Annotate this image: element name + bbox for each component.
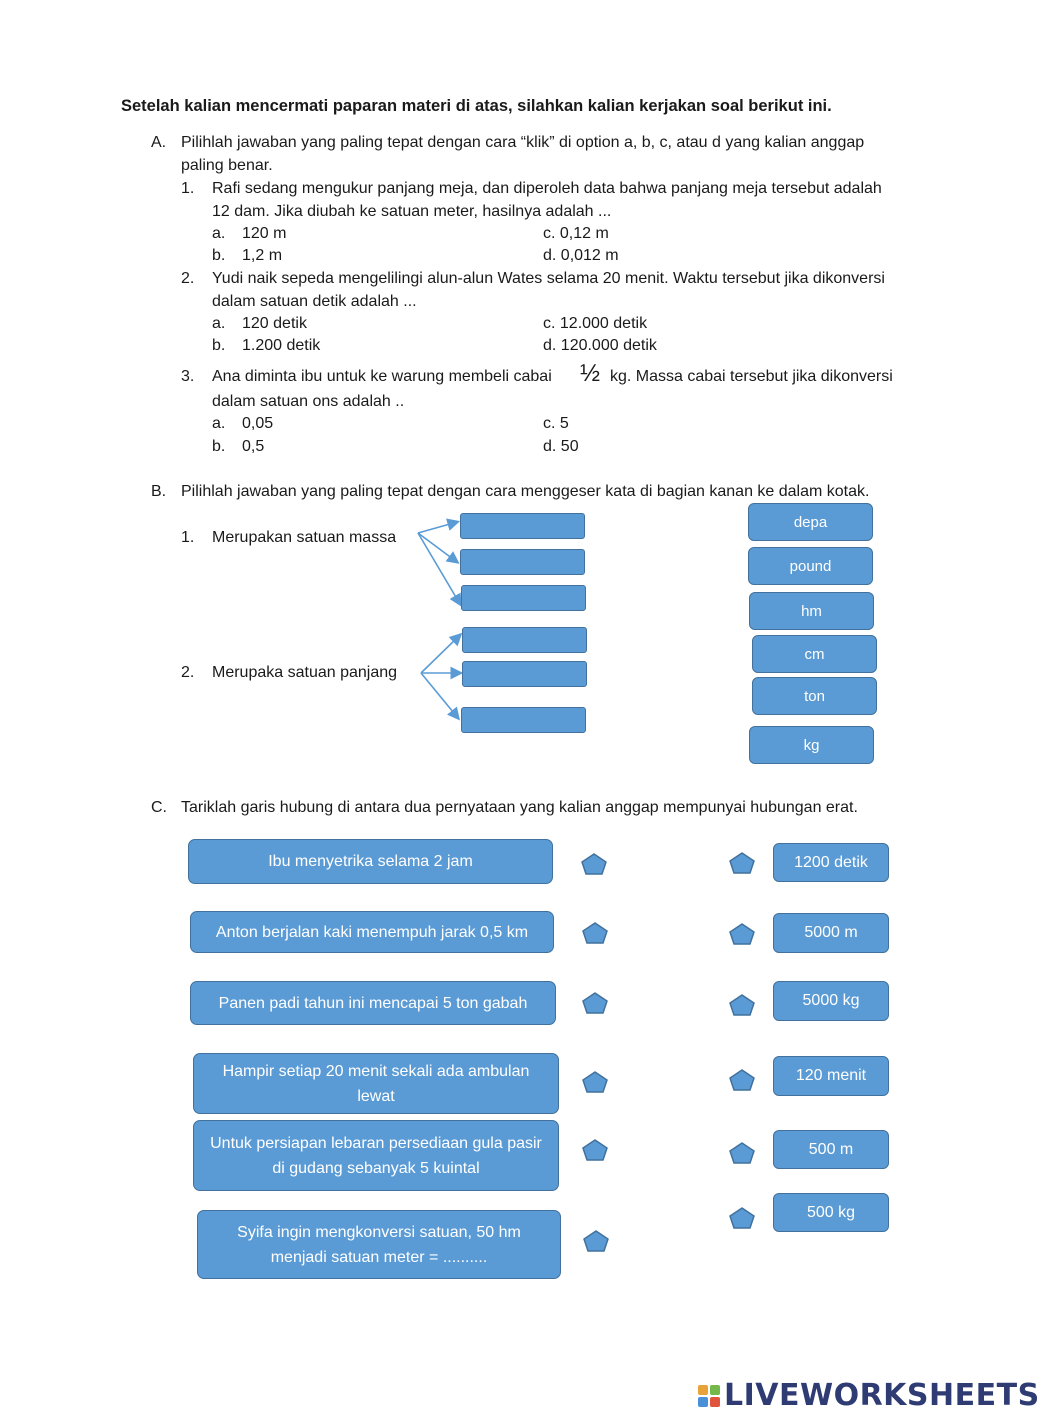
- connector-point-right[interactable]: [729, 1069, 755, 1091]
- drop-box-length-3[interactable]: [461, 707, 586, 733]
- answer-card[interactable]: 120 menit: [773, 1056, 889, 1096]
- logo-icon-block: [698, 1385, 708, 1395]
- fraction-half: ½: [580, 360, 601, 387]
- option-c[interactable]: c. 5: [543, 415, 569, 432]
- option-b[interactable]: 1.200 detik: [242, 337, 321, 354]
- intro-title: Setelah kalian mencermati paparan materi di atas, silahkan kalian kerjakan soal berikut ini.: [121, 97, 832, 115]
- option-b-label: b.: [212, 438, 226, 455]
- question-text: Ana diminta ibu untuk ke warung membeli cabai: [212, 368, 552, 385]
- word-option-hm[interactable]: hm: [749, 592, 874, 630]
- connector-point-left[interactable]: [582, 1139, 608, 1161]
- option-b[interactable]: 1,2 m: [242, 247, 283, 264]
- logo-icon-block: [698, 1397, 708, 1407]
- question-text-cont: dalam satuan detik adalah ...: [212, 293, 417, 310]
- question-text-cont: dalam satuan ons adalah ..: [212, 393, 405, 410]
- question-text: Rafi sedang mengukur panjang meja, dan diperoleh data bahwa panjang meja tersebut adalah: [212, 180, 882, 197]
- arrow-line: [418, 533, 457, 562]
- question-text: Yudi naik sepeda mengelilingi alun-alun Wates selama 20 menit. Waktu tersebut jika dikonversi: [212, 270, 885, 287]
- statement-card[interactable]: Ibu menyetrika selama 2 jam: [188, 839, 553, 884]
- drop-box-mass-2[interactable]: [460, 549, 585, 575]
- option-a-label: a.: [212, 225, 226, 242]
- word-option-kg[interactable]: kg: [749, 726, 874, 764]
- logo-icon: [698, 1385, 720, 1407]
- statement-card[interactable]: Anton berjalan kaki menempuh jarak 0,5 km: [190, 911, 554, 953]
- item-text: Merupaka satuan panjang: [212, 664, 398, 681]
- connector-point-right[interactable]: [729, 923, 755, 945]
- arrow-line: [421, 635, 460, 673]
- option-b-label: b.: [212, 337, 226, 354]
- option-b-label: b.: [212, 247, 226, 264]
- connector-point-right[interactable]: [729, 1142, 755, 1164]
- arrow-line: [421, 673, 458, 718]
- word-option-ton[interactable]: ton: [752, 677, 877, 715]
- option-a[interactable]: 120 m: [242, 225, 287, 242]
- option-a[interactable]: 120 detik: [242, 315, 307, 332]
- logo-text: LIVEWORKSHEETS: [724, 1378, 1040, 1413]
- item-text: Merupakan satuan massa: [212, 529, 397, 546]
- section-c-instruction: Tariklah garis hubung di antara dua pernyataan yang kalian anggap mempunyai hubungan erat.: [181, 799, 858, 816]
- option-a-label: a.: [212, 415, 226, 432]
- connector-point-right[interactable]: [729, 994, 755, 1016]
- connector-point-left[interactable]: [582, 1071, 608, 1093]
- item-number: 1.: [181, 529, 195, 546]
- connector-point-left[interactable]: [581, 853, 607, 875]
- connector-point-left[interactable]: [583, 1230, 609, 1252]
- statement-card[interactable]: Hampir setiap 20 menit sekali ada ambulan lewat: [193, 1053, 559, 1114]
- word-option-cm[interactable]: cm: [752, 635, 877, 673]
- connector-point-left[interactable]: [582, 992, 608, 1014]
- option-d[interactable]: d. 120.000 detik: [543, 337, 657, 354]
- answer-card[interactable]: 5000 kg: [773, 981, 889, 1021]
- connector-point-left[interactable]: [582, 922, 608, 944]
- connector-point-right[interactable]: [729, 852, 755, 874]
- section-a-instruction-cont: paling benar.: [181, 157, 273, 174]
- option-a-label: a.: [212, 315, 226, 332]
- statement-card[interactable]: Syifa ingin mengkonversi satuan, 50 hm menjadi satuan meter = ..........: [197, 1210, 561, 1279]
- section-b-instruction: Pilihlah jawaban yang paling tepat dengan cara menggeser kata di bagian kanan ke dalam kotak.: [181, 483, 870, 500]
- word-option-depa[interactable]: depa: [748, 503, 873, 541]
- section-a-instruction: Pilihlah jawaban yang paling tepat dengan cara “klik” di option a, b, c, atau d yang kalian anggap: [181, 134, 865, 151]
- statement-card[interactable]: Untuk persiapan lebaran persediaan gula pasir di gudang sebanyak 5 kuintal: [193, 1120, 559, 1191]
- answer-card[interactable]: 1200 detik: [773, 843, 889, 882]
- answer-card[interactable]: 500 kg: [773, 1193, 889, 1232]
- liveworksheets-logo: [698, 1378, 1040, 1413]
- section-a-letter: A.: [151, 134, 167, 151]
- drop-box-mass-1[interactable]: [460, 513, 585, 539]
- word-option-pound[interactable]: pound: [748, 547, 873, 585]
- question-number: 1.: [181, 180, 195, 197]
- question-number: 2.: [181, 270, 195, 287]
- option-d[interactable]: d. 0,012 m: [543, 247, 619, 264]
- section-b-letter: B.: [151, 483, 167, 500]
- answer-card[interactable]: 500 m: [773, 1130, 889, 1169]
- option-c[interactable]: c. 12.000 detik: [543, 315, 648, 332]
- section-c-letter: C.: [151, 799, 167, 816]
- question-text-cont: 12 dam. Jika diubah ke satuan meter, hasilnya adalah ...: [212, 203, 612, 220]
- arrow-line: [418, 522, 457, 533]
- question-text-post: kg. Massa cabai tersebut jika dikonversi: [610, 368, 893, 385]
- option-d[interactable]: d. 50: [543, 438, 579, 455]
- connector-point-right[interactable]: [729, 1207, 755, 1229]
- logo-icon-block: [710, 1385, 720, 1395]
- arrow-line: [418, 533, 460, 604]
- drop-box-length-1[interactable]: [462, 627, 587, 653]
- option-c[interactable]: c. 0,12 m: [543, 225, 609, 242]
- option-a[interactable]: 0,05: [242, 415, 274, 432]
- question-number: 3.: [181, 368, 195, 385]
- answer-card[interactable]: 5000 m: [773, 913, 889, 953]
- statement-card[interactable]: Panen padi tahun ini mencapai 5 ton gabah: [190, 981, 556, 1025]
- item-number: 2.: [181, 664, 195, 681]
- drop-box-mass-3[interactable]: [461, 585, 586, 611]
- option-b[interactable]: 0,5: [242, 438, 265, 455]
- drop-box-length-2[interactable]: [462, 661, 587, 687]
- logo-icon-block: [710, 1397, 720, 1407]
